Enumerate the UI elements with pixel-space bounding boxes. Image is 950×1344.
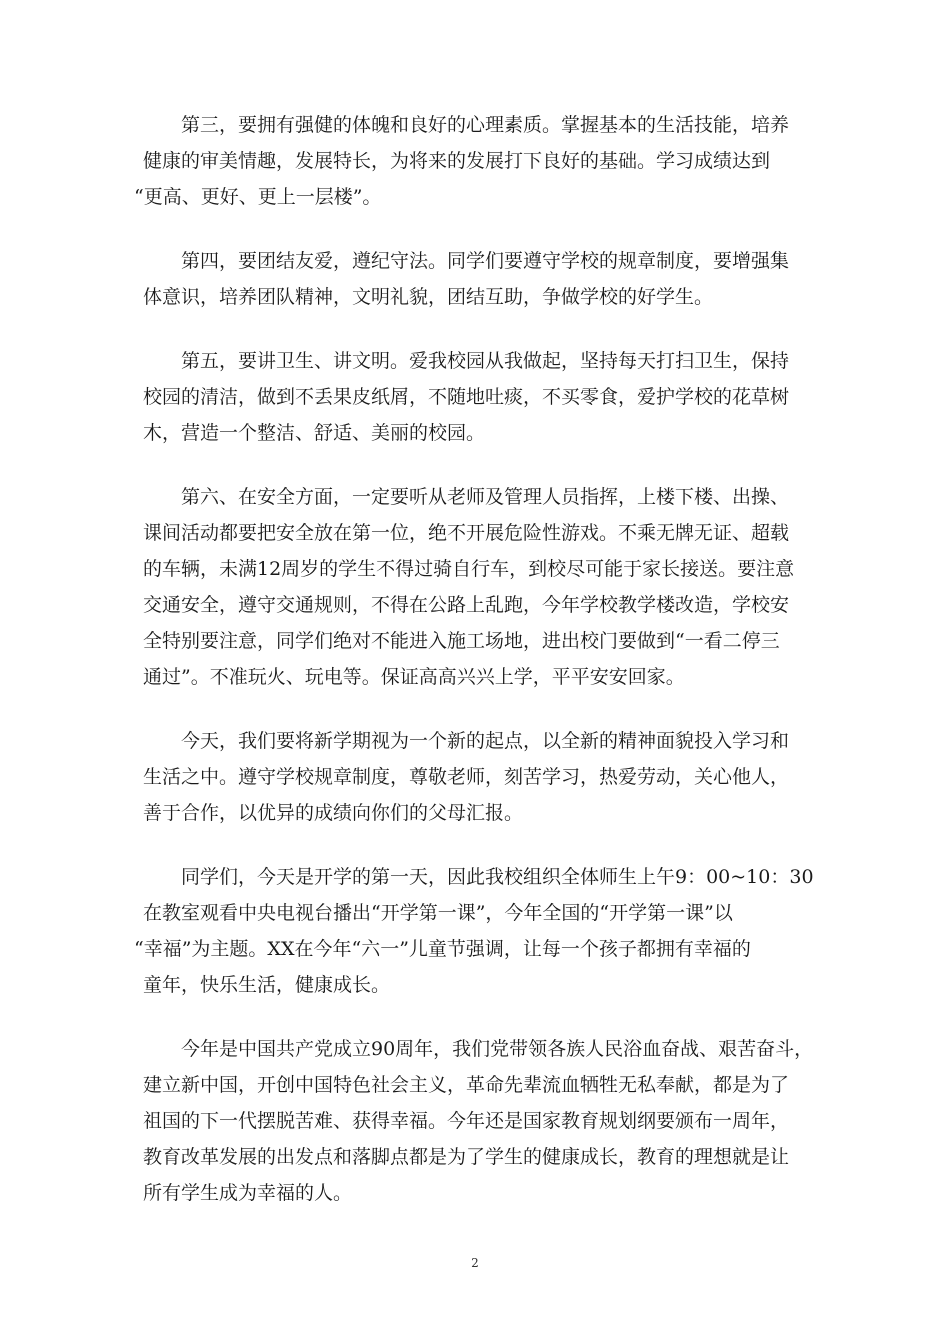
paragraph-today bbox=[143, 723, 813, 831]
text-line: 第四，要团结友爱，遵纪守法。同学们要遵守学校的规章制度，要增强集 bbox=[181, 250, 790, 272]
text-line: 健康的审美情趣，发展特长，为将来的发展打下良好的基础。学习成绩达到 bbox=[143, 150, 771, 172]
text-line: 在教室观看中央电视台播出“开学第一课”，今年全国的“开学第一课”以 bbox=[143, 902, 733, 924]
text-line: 所有学生成为幸福的人。 bbox=[143, 1182, 353, 1204]
text-line: 今年是中国共产党成立90周年，我们党带领各族人民浴血奋战、艰苦奋斗， bbox=[181, 1038, 814, 1060]
text-line: 交通安全，遵守交通规则，不得在公路上乱跑，今年学校教学楼改造，学校安 bbox=[143, 594, 790, 616]
text-line: 木，营造一个整洁、舒适、美丽的校园。 bbox=[143, 422, 486, 444]
text-line: 校园的清洁，做到不丢果皮纸屑，不随地吐痰，不买零食，爱护学校的花草树 bbox=[143, 386, 790, 408]
document-body bbox=[134, 107, 814, 1239]
text-line: 通过”。不准玩火、玩电等。保证高高兴兴上学，平平安安回家。 bbox=[143, 666, 685, 688]
paragraph-fifth bbox=[143, 343, 813, 451]
paragraph-sixth bbox=[143, 479, 813, 695]
text-line: 善于合作，以优异的成绩向你们的父母汇报。 bbox=[143, 802, 524, 824]
text-line: 全特别要注意，同学们绝对不能进入施工场地，进出校门要做到“一看二停三 bbox=[143, 630, 780, 652]
text-line: 祖国的下一代摆脱苦难、获得幸福。今年还是国家教育规划纲要颁布一周年， bbox=[143, 1110, 790, 1132]
paragraph-third bbox=[134, 107, 813, 215]
page-number: 2 bbox=[471, 1256, 479, 1270]
text-line: “幸福”为主题。XX在今年“六一”儿童节强调，让每一个孩子都拥有幸福的 bbox=[134, 938, 751, 960]
text-line: 第六、在安全方面，一定要听从老师及管理人员指挥，上楼下楼、出操、 bbox=[181, 486, 790, 508]
text-line: 课间活动都要把安全放在第一位，绝不开展危险性游戏。不乘无牌无证、超载 bbox=[143, 522, 790, 544]
paragraph-anniversary bbox=[143, 1031, 813, 1211]
text-line: 的车辆，未满12周岁的学生不得过骑自行车，到校尽可能于家长接送。要注意 bbox=[143, 558, 795, 580]
text-line: 体意识，培养团队精神，文明礼貌，团结互助，争做学校的好学生。 bbox=[143, 286, 714, 308]
text-line: 建立新中国，开创中国特色社会主义，革命先辈流血牺牲无私奉献，都是为了 bbox=[143, 1074, 790, 1096]
paragraph-first-day bbox=[134, 859, 814, 1003]
text-line: “更高、更好、更上一层楼”。 bbox=[134, 186, 382, 208]
text-line: 教育改革发展的出发点和落脚点都是为了学生的健康成长，教育的理想就是让 bbox=[143, 1146, 790, 1168]
text-line: 生活之中。遵守学校规章制度，尊敬老师，刻苦学习，热爱劳动，关心他人， bbox=[143, 766, 790, 788]
text-line: 第五，要讲卫生、讲文明。爱我校园从我做起，坚持每天打扫卫生，保持 bbox=[181, 350, 790, 372]
text-line: 童年，快乐生活，健康成长。 bbox=[143, 974, 391, 996]
text-line: 第三，要拥有强健的体魄和良好的心理素质。掌握基本的生活技能，培养 bbox=[181, 114, 790, 136]
text-line: 今天，我们要将新学期视为一个新的起点，以全新的精神面貌投入学习和 bbox=[181, 730, 790, 752]
text-line: 同学们，今天是开学的第一天，因此我校组织全体师生上午9：00~10：30 bbox=[181, 866, 814, 888]
paragraph-fourth bbox=[143, 243, 813, 315]
